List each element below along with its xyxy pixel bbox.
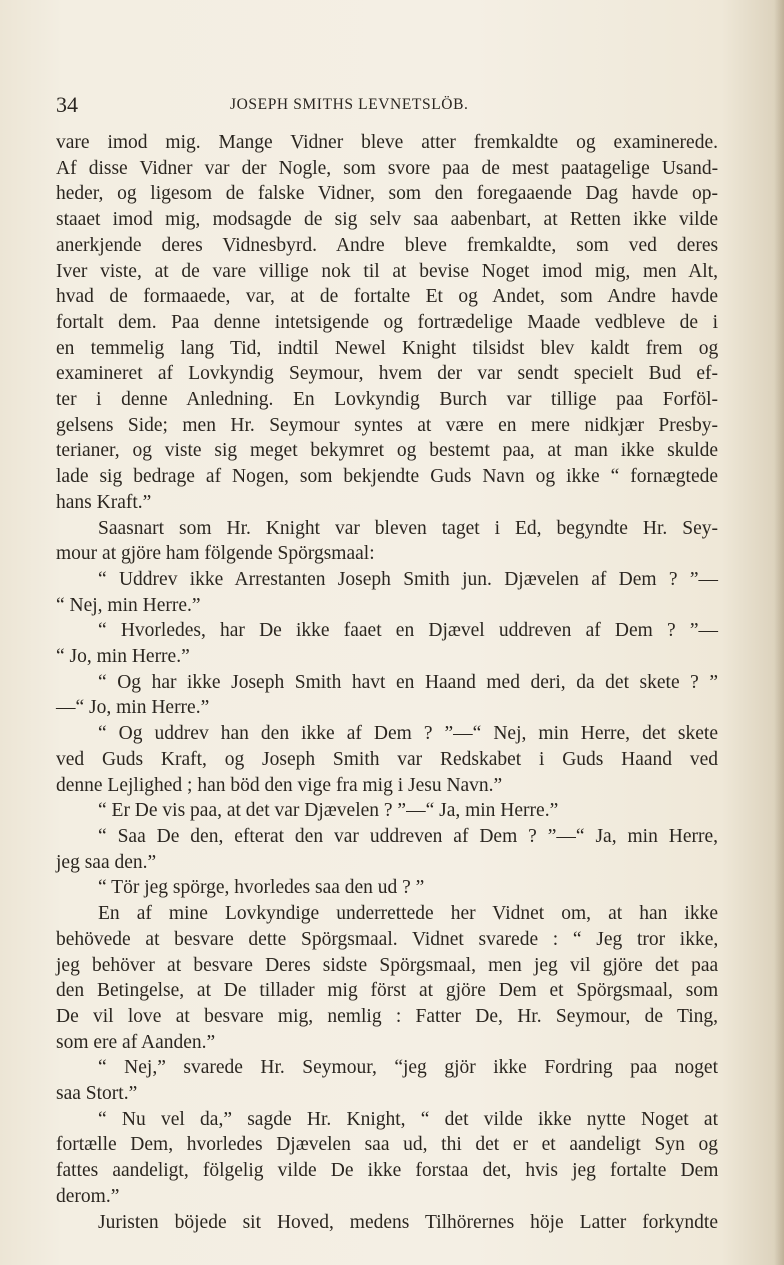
running-title: JOSEPH SMITHS LEVNETSLÖB. (230, 96, 469, 113)
paragraph (56, 618, 718, 644)
text-line: —“ Jo, min Herre.” (56, 697, 210, 719)
text-line: “ Er De vis paa, at det var Djævelen ? ”—“ Ja, min Herre.” (98, 800, 559, 822)
text-line: Juristen böjede sit Hoved, medens Tilhörernes höje Latter forkyndte (98, 1211, 718, 1233)
text-line: vare imod mig. Mange Vidner bleve atter fremkaldte og examinerede. (56, 132, 718, 153)
text-line: “ Saa De den, efterat den var uddreven af Dem ? ”—“ Ja, min Herre, (98, 825, 718, 847)
text-line: ter i denne Anledning. En Lovkyndig Burch var tillige paa Forföl- (56, 389, 719, 411)
paragraph (56, 1107, 718, 1133)
text-line: Saasnart som Hr. Knight var bleven taget i Ed, begyndte Hr. Sey- (98, 517, 718, 539)
paragraph (56, 130, 718, 516)
text-line: staaet imod mig, modsagde de sig selv saa aabenbart, at Retten ikke vilde (56, 209, 718, 231)
text-line: “ Uddrev ikke Arrestanten Joseph Smith jun. Djævelen af Dem ? ”— (98, 568, 718, 590)
running-head (56, 90, 716, 120)
text-line: “ Hvorledes, har De ikke faaet en Djævel uddreven af Dem ? ”— (98, 620, 718, 642)
paragraph (56, 850, 718, 876)
text-line: denne Lejlighed ; han böd den vige fra mig i Jesu Navn.” (56, 774, 503, 796)
text-line: En af mine Lovkyndige underrettede her Vidnet om, at han ikke (98, 903, 718, 925)
paragraph (56, 1210, 718, 1236)
page-edge-shadow (774, 0, 784, 1265)
text-line: fattes aandeligt, fölgelig vilde De ikke forstaa det, hvis jeg fortalte Dem (56, 1160, 719, 1182)
text-line: Iver viste, at de vare villige nok til at bevise Noget imod mig, men Alt, (56, 260, 718, 282)
paragraph (56, 593, 718, 619)
text-line: De vil love at besvare mig, nemlig : Fatter De, Hr. Seymour, de Ting, (56, 1005, 718, 1027)
paragraph (56, 644, 718, 670)
paragraph (56, 875, 718, 901)
text-line: fortælle Dem, hvorledes Djævelen saa ud, thi det er et aandeligt Syn og (56, 1134, 718, 1156)
text-line: “ Nej, min Herre.” (56, 594, 201, 616)
paragraph (56, 901, 718, 927)
text-line: jeg behöver at besvare Deres sidste Spörgsmaal, men jeg vil gjöre det paa (56, 954, 719, 976)
paragraph (56, 747, 718, 798)
text-line: “ Nej,” svarede Hr. Seymour, “jeg gjör ikke Fordring paa noget (98, 1057, 718, 1079)
text-line: hvad de formaaede, var, at de fortalte Et og Andet, som Andre havde (56, 286, 718, 308)
text-line: “ Og har ikke Joseph Smith havt en Haand med deri, da det skete ? ” (98, 671, 718, 693)
text-line: “ Jo, min Herre.” (56, 646, 190, 668)
text-line: en temmelig lang Tid, indtil Newel Knight tilsidst blev kaldt frem og (56, 337, 719, 359)
text-line: “ Tör jeg spörge, hvorledes saa den ud ? ” (98, 877, 425, 899)
paragraph (56, 1081, 718, 1107)
text-line: heder, og ligesom de falske Vidner, som den foregaaende Dag havde op- (56, 183, 718, 205)
text-line: examineret af Lovkyndig Seymour, hvem der var sendt specielt Bud ef- (56, 363, 718, 385)
paragraph (56, 516, 718, 567)
text-line: behövede at besvare dette Spörgsmaal. Vidnet svarede : “ Jeg tror ikke, (56, 928, 719, 950)
text-line: anerkjende deres Vidnesbyrd. Andre bleve fremkaldte, som ved deres (56, 234, 719, 256)
paragraph (56, 1055, 718, 1081)
text-line: hans Kraft.” (56, 491, 152, 513)
paragraph (56, 567, 718, 593)
paragraph (56, 927, 718, 1056)
paragraph (56, 721, 718, 747)
paragraph (56, 824, 718, 850)
text-line: fortalt dem. Paa denne intetsigende og fortrædelige Maade vedbleve de i (56, 311, 718, 333)
text-line: Af disse Vidner var der Nogle, som svore paa de mest paatagelige Usand- (56, 157, 719, 179)
text-line: terianer, og viste sig meget bekymret og bestemt paa, at man ikke skulde (56, 440, 718, 462)
paragraph (56, 1132, 718, 1209)
paragraph (56, 670, 718, 696)
text-line: som ere af Aanden.” (56, 1031, 216, 1053)
text-line: gelsens Side; men Hr. Seymour syntes at være en mere nidkjær Presby- (56, 414, 718, 436)
text-line: jeg saa den.” (56, 851, 157, 873)
text-line: lade sig bedrage af Nogen, som bekjendte Guds Navn og ikke “ fornægtede (56, 466, 718, 488)
text-line: saa Stort.” (56, 1083, 138, 1105)
text-line: “ Nu vel da,” sagde Hr. Knight, “ det vilde ikke nytte Noget at (98, 1108, 718, 1130)
text-line: mour at gjöre ham fölgende Spörgsmaal: (56, 543, 375, 565)
body-text (56, 130, 718, 1235)
text-line: derom.” (56, 1185, 120, 1207)
text-line: ved Guds Kraft, og Joseph Smith var Redskabet i Guds Haand ved (56, 748, 718, 770)
paragraph (56, 695, 718, 721)
text-line: “ Og uddrev han den ikke af Dem ? ”—“ Nej, min Herre, det skete (98, 723, 718, 745)
page-number: 34 (56, 92, 78, 117)
text-line: den Betingelse, at De tillader mig först at gjöre Dem et Spörgsmaal, som (56, 980, 719, 1002)
paragraph (56, 798, 718, 824)
